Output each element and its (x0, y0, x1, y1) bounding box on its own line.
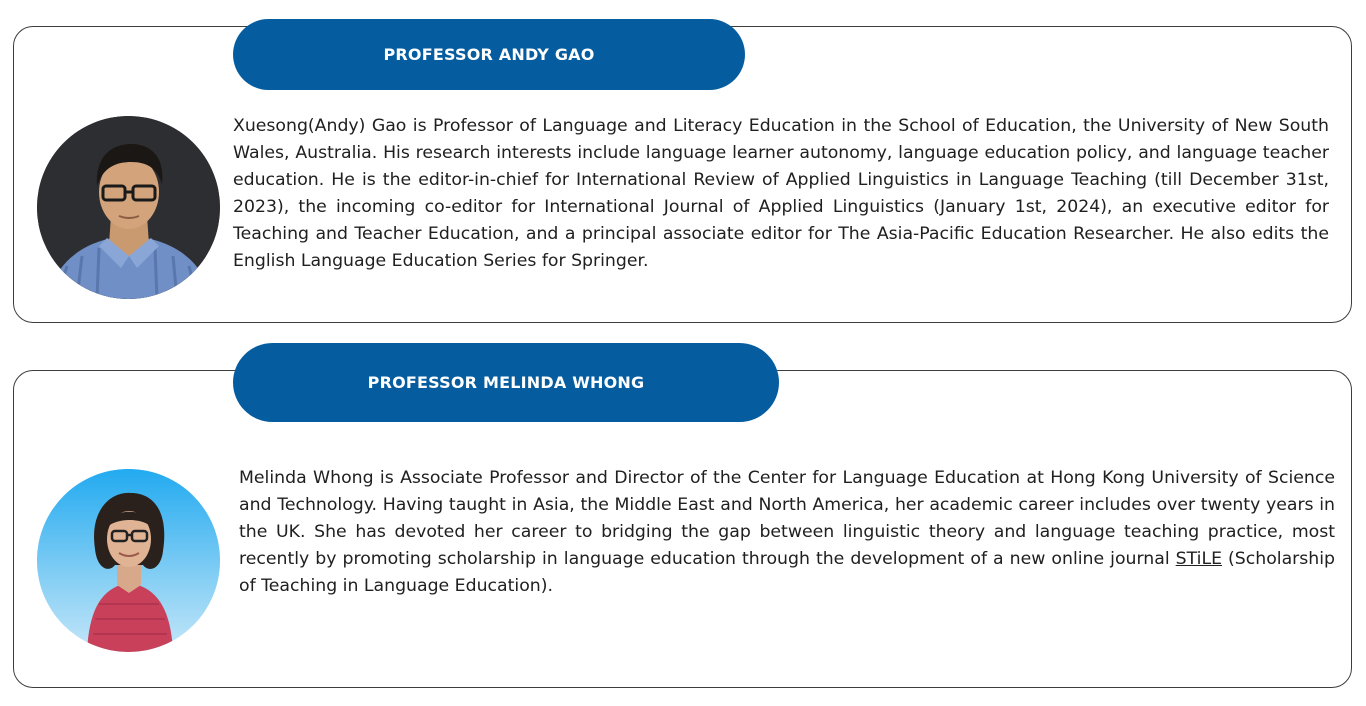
name-label: PROFESSOR MELINDA WHONG (367, 373, 645, 392)
portrait-image (37, 116, 220, 299)
stile-journal-link[interactable]: STiLE (1175, 549, 1222, 569)
portrait-image (37, 469, 220, 652)
name-label: PROFESSOR ANDY GAO (383, 45, 595, 64)
bio-melinda-whong (239, 465, 1335, 600)
bio-andy-gao: Xuesong(Andy) Gao is Professor of Language and Literacy Education in the School of Education, the University of New South Wales, Australia. His research interests include language learner autonomy, language education policy, and language teacher education. He is the editor-in-chief for International Review of Applied Linguistics in Language Teaching (till December 31st, 2023), the incoming co-editor for International Journal of Applied Linguistics (January 1st, 2024), an executive editor for Teaching and Teacher Education, and a principal associate editor for The Asia-Pacific Education Researcher. He also edits the English Language Education Series for Springer. (233, 116, 1329, 271)
name-banner-andy-gao (233, 19, 745, 90)
avatar-andy-gao (37, 116, 220, 299)
bio-text: Melinda Whong is Associate Professor and Director of the Center for Language Education at Hong Kong University of Science and Technology. Having taught in Asia, the Middle East and North America, her academic career includes over twenty years in the UK. She has devoted her career to bridging the gap between linguistic theory and language teaching practice, most recently by promoting scholarship in language education through the development of a new online journal (239, 468, 1335, 569)
avatar-melinda-whong (37, 469, 220, 652)
name-banner-melinda-whong (233, 343, 779, 422)
bio-text: (Scholarship of Teaching in Language Education). (239, 549, 1335, 596)
